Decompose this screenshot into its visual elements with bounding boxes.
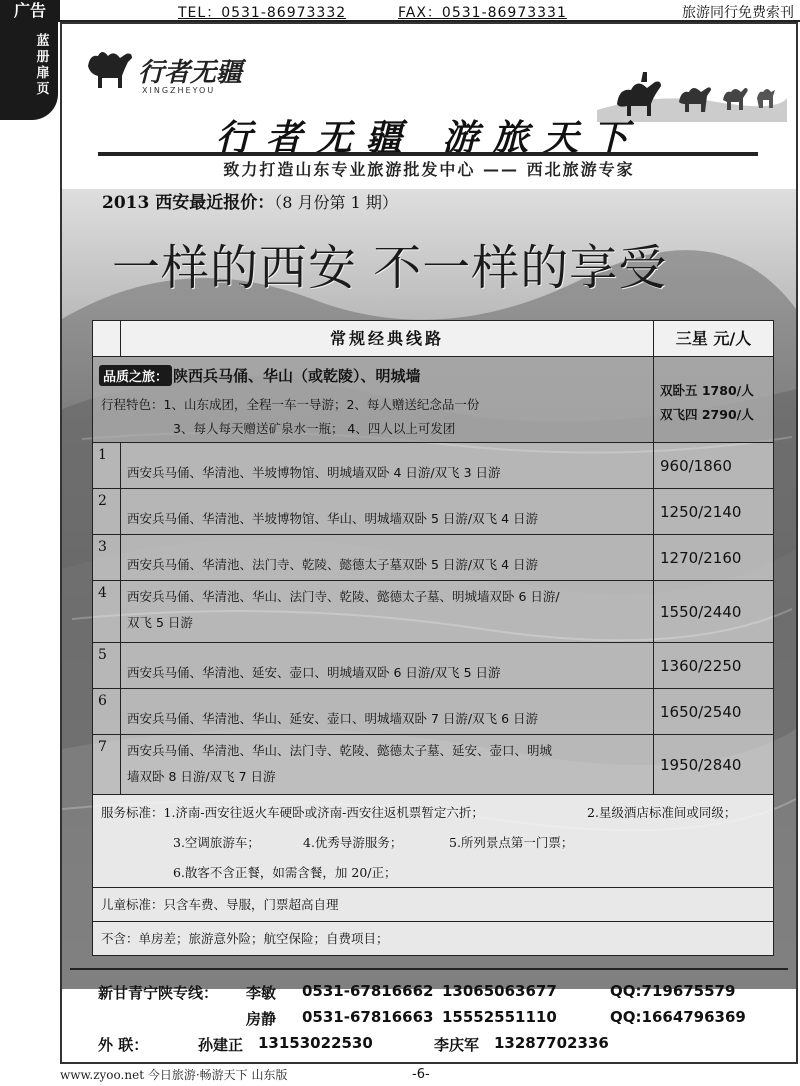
price-table <box>92 320 774 956</box>
price-title <box>102 188 398 213</box>
catalog-note: 旅游同行免费索刊 <box>682 5 794 21</box>
row-number: 1 <box>93 443 121 488</box>
contact-label-1: 新甘青宁陕专线： <box>98 984 219 1002</box>
row-route: 西安兵马俑、华清池、法门寺、乾陵、懿德太子墓双卧 5 日游/双飞 4 日游 <box>127 557 539 572</box>
camel-logo-icon <box>84 46 136 90</box>
service-standard-5: 5.所列景点第一门票； <box>449 835 574 850</box>
contact-name-1: 李敏 <box>246 984 277 1002</box>
footer-site: www.zyoo.net 今日旅游·畅游天下 山东版 <box>60 1068 288 1082</box>
row-route-line-1: 西安兵马俑、华清池、华山、法门寺、乾陵、懿德太子墓、延安、壶口、明城 <box>127 743 553 758</box>
price-issue: （8 月份第 1 期） <box>274 193 398 212</box>
service-standard-2: 2.星级酒店标准间或同级； <box>587 805 737 820</box>
header-number-cell <box>93 321 121 356</box>
service-standard-3: 3.空调旅游车； <box>173 835 260 850</box>
contact-name-4: 李庆军 <box>434 1036 480 1054</box>
row-price: 960/1860 <box>653 443 773 488</box>
row-number: 5 <box>93 643 121 688</box>
service-notes <box>93 795 773 955</box>
contact-qq-1: QQ:719675579 <box>610 982 736 1000</box>
table-row <box>93 535 773 581</box>
row-route-line-2: 双飞 5 日游 <box>127 615 193 630</box>
headline: 一样的西安 不一样的享受 <box>112 240 668 296</box>
fax-number: FAX：0531-86973331 <box>398 5 567 21</box>
contact-mobile-2: 15552551110 <box>442 1008 557 1026</box>
row-number: 2 <box>93 489 121 534</box>
page-number: -6- <box>412 1067 430 1082</box>
header-category: 常规经典线路 <box>329 329 444 348</box>
table-header <box>93 321 773 357</box>
excluded-items: 不含：单房差；旅游意外险；航空保险；自费项目； <box>101 931 389 946</box>
row-route-line-1: 西安兵马俑、华清池、华山、法门寺、乾陵、懿德太子墓、明城墙双卧 6 日游/ <box>127 589 560 604</box>
service-standard-4: 4.优秀导游服务； <box>303 835 403 850</box>
row-price: 1650/2540 <box>653 689 773 734</box>
table-row <box>93 735 773 795</box>
featured-features-1: 行程特色：1、山东成团，全程一车一导游；2、每人赠送纪念品一份 <box>101 397 480 412</box>
notes-divider <box>93 921 773 922</box>
featured-price <box>653 357 773 443</box>
tel-number: TEL：0531-86973332 <box>178 5 347 21</box>
row-number: 3 <box>93 535 121 580</box>
table-row <box>93 489 773 535</box>
row-route: 西安兵马俑、华清池、半坡博物馆、明城墙双卧 4 日游/双飞 3 日游 <box>127 465 501 480</box>
row-route: 西安兵马俑、华清池、半坡博物馆、华山、明城墙双卧 5 日游/双飞 4 日游 <box>127 511 539 526</box>
row-number: 6 <box>93 689 121 734</box>
row-price: 1270/2160 <box>653 535 773 580</box>
child-standard: 儿童标准：只含车费、导服，门票超高自理 <box>101 897 339 912</box>
row-price: 1950/2840 <box>653 735 773 794</box>
row-price: 1250/2140 <box>653 489 773 534</box>
contact-phone-1: 0531-67816662 <box>302 982 434 1000</box>
table-row <box>93 443 773 489</box>
ad-tag: 广告 <box>0 0 60 22</box>
price-title-main: 2013 西安最近报价： <box>102 193 275 213</box>
row-price: 1360/2250 <box>653 643 773 688</box>
row-route-line-2: 墙双卧 8 日游/双飞 7 日游 <box>127 769 276 784</box>
contact-name-2: 房静 <box>246 1010 277 1028</box>
row-price: 1550/2440 <box>653 581 773 642</box>
contact-mobile-1: 13065063677 <box>442 982 557 1000</box>
featured-tour <box>93 357 773 443</box>
ad-frame <box>60 22 798 1064</box>
tagline: 致力打造山东专业旅游批发中心 —— 西北旅游专家 <box>223 160 635 179</box>
contact-mobile-4: 13287702336 <box>494 1034 609 1052</box>
table-row <box>93 581 773 643</box>
contact-qq-2: QQ:1664796369 <box>610 1008 746 1026</box>
notes-divider <box>93 887 773 888</box>
table-row <box>93 689 773 735</box>
top-bar <box>0 0 800 22</box>
side-tab-label: 蓝册扉页 <box>36 34 50 97</box>
row-number: 4 <box>93 581 121 642</box>
service-standard-6: 6.散客不含正餐，如需含餐，加 20/正； <box>173 865 397 880</box>
table-row <box>93 643 773 689</box>
quality-badge: 品质之旅： <box>99 365 172 386</box>
featured-price-2: 双飞四 2790/人 <box>660 407 754 422</box>
row-route: 西安兵马俑、华清池、华山、延安、壶口、明城墙双卧 7 日游/双飞 6 日游 <box>127 711 539 726</box>
contact-mobile-3: 13153022530 <box>258 1034 373 1052</box>
slogan-divider <box>98 152 758 156</box>
header-price: 三星 元/人 <box>653 321 773 357</box>
logo-subtitle: XINGZHEYOU <box>142 86 216 95</box>
row-route: 西安兵马俑、华清池、延安、壶口、明城墙双卧 6 日游/双飞 5 日游 <box>127 665 501 680</box>
slogan: 行者无疆 游旅天下 <box>215 117 643 159</box>
featured-price-1: 双卧五 1780/人 <box>660 383 754 398</box>
contact-phone-2: 0531-67816663 <box>302 1008 434 1026</box>
featured-route: 陕西兵马俑、华山（或乾陵）、明城墙 <box>173 367 421 385</box>
service-standard-1: 服务标准：1.济南-西安往返火车硬卧或济南-西安往返机票暂定六折； <box>101 805 484 820</box>
contact-label-3: 外 联： <box>98 1036 149 1054</box>
contact-divider <box>70 968 788 970</box>
featured-features-2: 3、每人每天赠送矿泉水一瓶； 4、四人以上可发团 <box>173 421 456 436</box>
row-number: 7 <box>93 735 121 794</box>
contact-name-3: 孙建正 <box>198 1036 244 1054</box>
side-tab <box>0 22 58 120</box>
logo-name: 行者无疆 <box>138 58 243 88</box>
